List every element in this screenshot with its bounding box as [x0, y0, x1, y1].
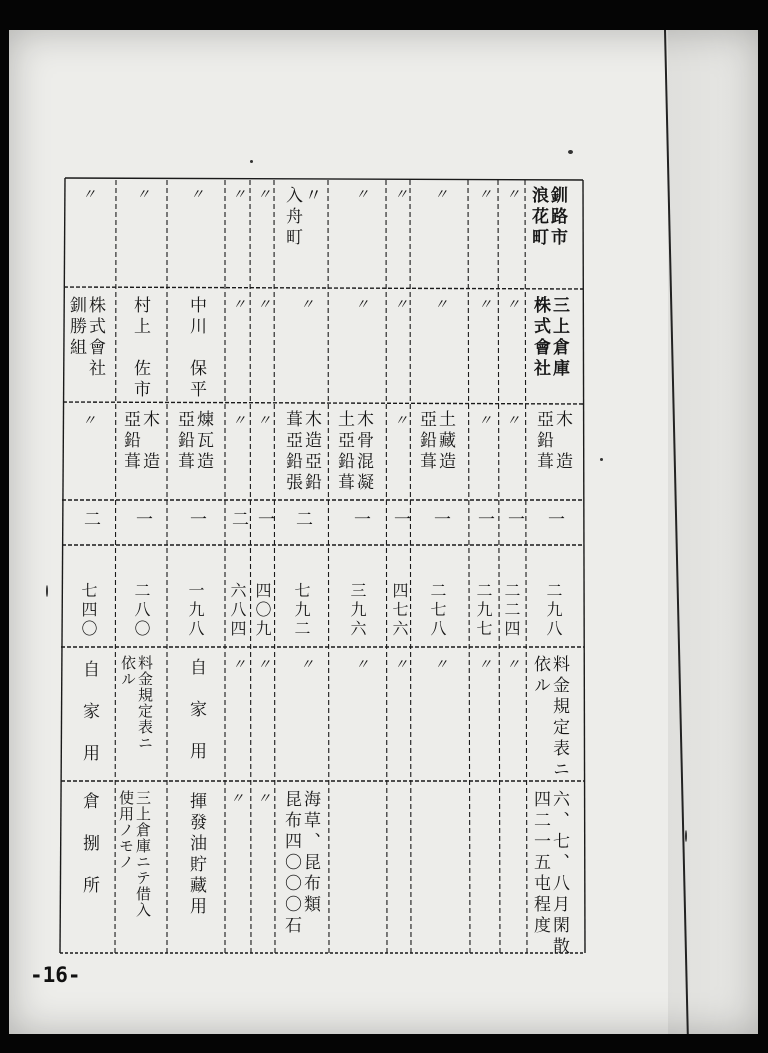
cell-location-9: 〃 — [232, 187, 246, 203]
cell-area-10: 一九八 — [186, 582, 205, 639]
cell-location-8: 〃 — [257, 187, 271, 203]
cell-floors-8: 一 — [254, 510, 274, 531]
cell-structure-6: 木骨混凝 土亞鉛葺 — [334, 410, 373, 494]
cell-area-5: 四七六 — [390, 582, 409, 639]
cell-owner-3: 〃 — [478, 297, 492, 313]
cell-area-3: 二九七 — [474, 582, 493, 639]
table-top-border — [65, 178, 583, 180]
cell-structure-1: 木 造 亞鉛葺 — [533, 410, 572, 473]
cell-owner-4: 〃 — [434, 297, 448, 313]
cell-owner-11: 村上 佐市 — [130, 296, 150, 401]
cell-floors-10: 一 — [186, 510, 206, 531]
column-divider — [498, 180, 500, 953]
cell-structure-2: 〃 — [506, 413, 520, 429]
cell-floors-11: 一 — [132, 510, 152, 531]
cell-structure-10: 煉瓦造 亞鉛葺 — [174, 410, 213, 473]
cell-remarks-1: 六、七、八月閑散 四二一五屯程度 — [530, 790, 569, 958]
table-left-border — [60, 178, 65, 953]
cell-structure-9: 〃 — [232, 413, 246, 429]
scan-speck — [685, 830, 687, 842]
cell-remarks-11: 三上倉庫ニテ借入 使用ノモノ — [117, 790, 152, 918]
cell-owner-12: 株式會社 釧勝組 — [66, 296, 105, 380]
cell-floors-12: 二 — [80, 510, 100, 531]
cell-floors-7: 二 — [292, 510, 312, 531]
scan-speck — [46, 585, 48, 597]
cell-location-4: 〃 — [434, 187, 448, 203]
column-divider — [386, 180, 387, 953]
cell-location-7: 〃 入舟町 — [282, 186, 321, 249]
cell-floors-1: 一 — [544, 510, 564, 531]
cell-structure-12: 〃 — [82, 413, 96, 429]
cell-owner-5: 〃 — [394, 297, 408, 313]
page-number: -16- — [30, 963, 81, 987]
cell-remarks-8: 〃 — [257, 791, 271, 807]
cell-remarks-7: 海草、昆布類 昆布四〇〇〇石 — [281, 790, 320, 937]
cell-location-12: 〃 — [82, 187, 96, 203]
column-divider — [250, 180, 251, 953]
cell-area-6: 三九六 — [348, 582, 367, 639]
scan-speck — [568, 150, 573, 154]
cell-location-6: 〃 — [355, 187, 369, 203]
cell-purpose-11: 料金規定表ニ 依ル — [119, 655, 154, 751]
cell-purpose-8: 〃 — [257, 657, 271, 673]
cell-floors-4: 一 — [430, 510, 450, 531]
table-right-border — [583, 180, 585, 953]
cell-structure-3: 〃 — [478, 413, 492, 429]
cell-owner-7: 〃 — [300, 297, 314, 313]
cell-purpose-5: 〃 — [394, 657, 408, 673]
column-divider — [525, 180, 527, 953]
cell-location-1: 釧路市 浪花町 — [528, 186, 567, 249]
cell-purpose-1: 料金規定表ニ 依ル — [530, 655, 569, 781]
cell-purpose-9: 〃 — [232, 657, 246, 673]
cell-purpose-4: 〃 — [434, 657, 448, 673]
cell-purpose-3: 〃 — [478, 657, 492, 673]
cell-purpose-6: 〃 — [355, 657, 369, 673]
cell-area-8: 四〇九 — [253, 582, 272, 639]
cell-structure-4: 土藏造 亞鉛葺 — [416, 410, 455, 473]
cell-structure-11: 木 造 亞鉛葺 — [120, 410, 159, 473]
cell-structure-8: 〃 — [257, 413, 271, 429]
column-divider — [115, 180, 116, 953]
cell-location-3: 〃 — [478, 187, 492, 203]
cell-floors-9: 二 — [228, 510, 248, 531]
row-divider-location — [64, 287, 583, 289]
cell-area-1: 二九八 — [544, 582, 563, 639]
cell-location-11: 〃 — [136, 187, 150, 203]
cell-owner-10: 中川 保平 — [186, 296, 206, 401]
scan-speck — [250, 160, 253, 163]
cell-owner-1: 三上倉庫 株式會社 — [530, 296, 569, 380]
cell-owner-2: 〃 — [506, 297, 520, 313]
cell-owner-6: 〃 — [355, 297, 369, 313]
cell-owner-8: 〃 — [257, 297, 271, 313]
cell-remarks-12: 倉 捌 所 — [79, 792, 99, 897]
cell-remarks-10: 揮發油貯藏用 — [186, 792, 206, 918]
cell-purpose-7: 〃 — [300, 657, 314, 673]
column-divider — [410, 180, 411, 953]
cell-purpose-2: 〃 — [506, 657, 520, 673]
cell-floors-6: 一 — [350, 510, 370, 531]
cell-area-9: 六八四 — [228, 582, 247, 639]
cell-area-2: 二二四 — [502, 582, 521, 639]
row-divider-owner — [63, 402, 584, 404]
cell-remarks-9: 〃 — [230, 791, 244, 807]
cell-structure-7: 木造亞鉛 葺亞鉛張 — [282, 410, 321, 494]
cell-floors-2: 一 — [504, 510, 524, 531]
cell-area-4: 二七八 — [428, 582, 447, 639]
cell-purpose-12: 自 家 用 — [79, 660, 99, 765]
cell-purpose-10: 自 家 用 — [186, 658, 206, 763]
cell-owner-9: 〃 — [232, 297, 246, 313]
cell-location-10: 〃 — [190, 187, 204, 203]
cell-area-12: 七四〇 — [79, 582, 98, 639]
scan-speck — [600, 458, 603, 461]
cell-location-5: 〃 — [394, 187, 408, 203]
cell-structure-5: 〃 — [394, 413, 408, 429]
cell-floors-3: 一 — [474, 510, 494, 531]
column-divider — [468, 180, 470, 953]
column-divider — [274, 180, 275, 953]
cell-floors-5: 一 — [390, 510, 410, 531]
column-divider — [328, 180, 329, 953]
cell-area-11: 二八〇 — [132, 582, 151, 639]
cell-area-7: 七九二 — [292, 582, 311, 639]
cell-location-2: 〃 — [506, 187, 520, 203]
